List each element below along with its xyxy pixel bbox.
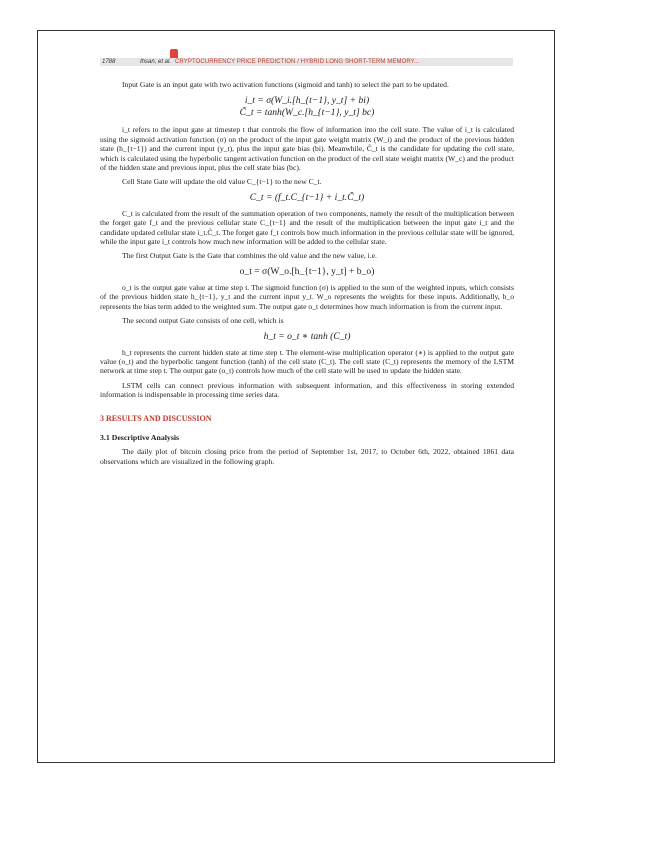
paragraph-input-gate-intro: Input Gate is an input gate with two activation functions (sigmoid and tanh) to select the part to be updated.	[122, 80, 449, 89]
paragraph-output-gate-description: o_t is the output gate value at time step t. The sigmoid function (σ) is applied to the sum of the weighted inputs, which consists of the previous hidden state h_{t−1}, y_t and the current input y_t. W_o represents the weights for these inputs. Additionally, b_o represents the bias term added to the weighted sum. The output gate o_t determines how much information is from the current input.	[100, 282, 514, 311]
subsection-heading: 3.1 Descriptive Analysis	[100, 432, 180, 442]
paragraph-hidden-state-description: h_t represents the current hidden state at time step t. The element-wise multiplication operator (∗) is applied to the output gate value (o_t) and the hyperbolic tangent function (tanh) of the cell state (C_t). The cell state (C_t) represents the memory of the LSTM network at time step t. The output gate (o_t) controls how much of the cell state will be used to update the hidden state.	[100, 347, 514, 376]
paragraph-second-output-intro: The second output Gate consists of one cell, which is	[122, 316, 284, 326]
equation-input-gate: i_t = σ(W_i.[h_{t−1}, y_t] + bi)	[244, 95, 370, 107]
paragraph-cell-state-intro: Cell State Gate will update the old value C_{t−1} to the new C_t.	[122, 177, 322, 187]
paragraph-lstm-summary: LSTM cells can connect previous information with subsequent information, and this effectiveness in storing extended information is indispensable in processing time series data.	[100, 380, 514, 400]
paragraph-cell-state-description: C_t is calculated from the result of the summation operation of two components, namely the result of the multiplication between the forget gate f_t and the previous cellular state C_{t−1} and the result of the multiplication between the input gate i_t and the candidate updated cellular state i_t.C̃_t. The forget gate f_t controls how much information in the previous cellular state will be ignored, while the input gate i_t controls how much new information will be added to the cellular state.	[100, 208, 514, 247]
page-number: 1788	[102, 59, 116, 65]
paragraph-input-gate-description: i_t refers to the input gate at timestep t that controls the flow of information into the cell state. The value of i_t is calculated using the sigmoid activation function (σ) on the product of the input gate weight matrix (W_i) and the product of the previous hidden state (h_{t−1}) and the current input (y_t), plus the input gate bias (bi). Meanwhile, C̃_t is the candidate for updating the cell state, which is calculated using the hyperbolic tangent activation function on the product of the cell state weight matrix (W_c) and the product of the hidden state and previous input, plus the cell state bias (bc).	[100, 125, 514, 173]
equation-hidden-state: h_t = o_t ∗ tanh (C_t)	[263, 330, 351, 342]
section-heading: 3 RESULTS AND DISCUSSION	[100, 413, 212, 423]
header-authors: Ihsan, et al.	[140, 59, 172, 65]
paragraph-output-gate-intro: The first Output Gate is the Gate that combines the old value and the new value, i.e.	[122, 251, 377, 261]
equation-cell-state: C_t = (f_t.C_{t−1} + i_t.C̃_t)	[249, 191, 365, 203]
header-running-title: CRYPTOCURRENCY PRICE PREDICTION / HYBRID LONG SHORT-TERM MEMORY...	[175, 59, 420, 65]
page-content	[100, 80, 514, 466]
equation-output-gate: o_t = σ(W_o.[h_{t−1}, y_t] + b_o)	[239, 265, 375, 277]
running-header	[100, 58, 513, 66]
paragraph-descriptive-analysis: The daily plot of bitcoin closing price from the period of September 1st, 2017, to October 6th, 2022, obtained 1861 data observations which are visualized in the following graph.	[100, 447, 514, 466]
equation-candidate-cell: C̃_t = tanh(W_c.[h_{t−1}, y_t] bc)	[239, 107, 375, 119]
